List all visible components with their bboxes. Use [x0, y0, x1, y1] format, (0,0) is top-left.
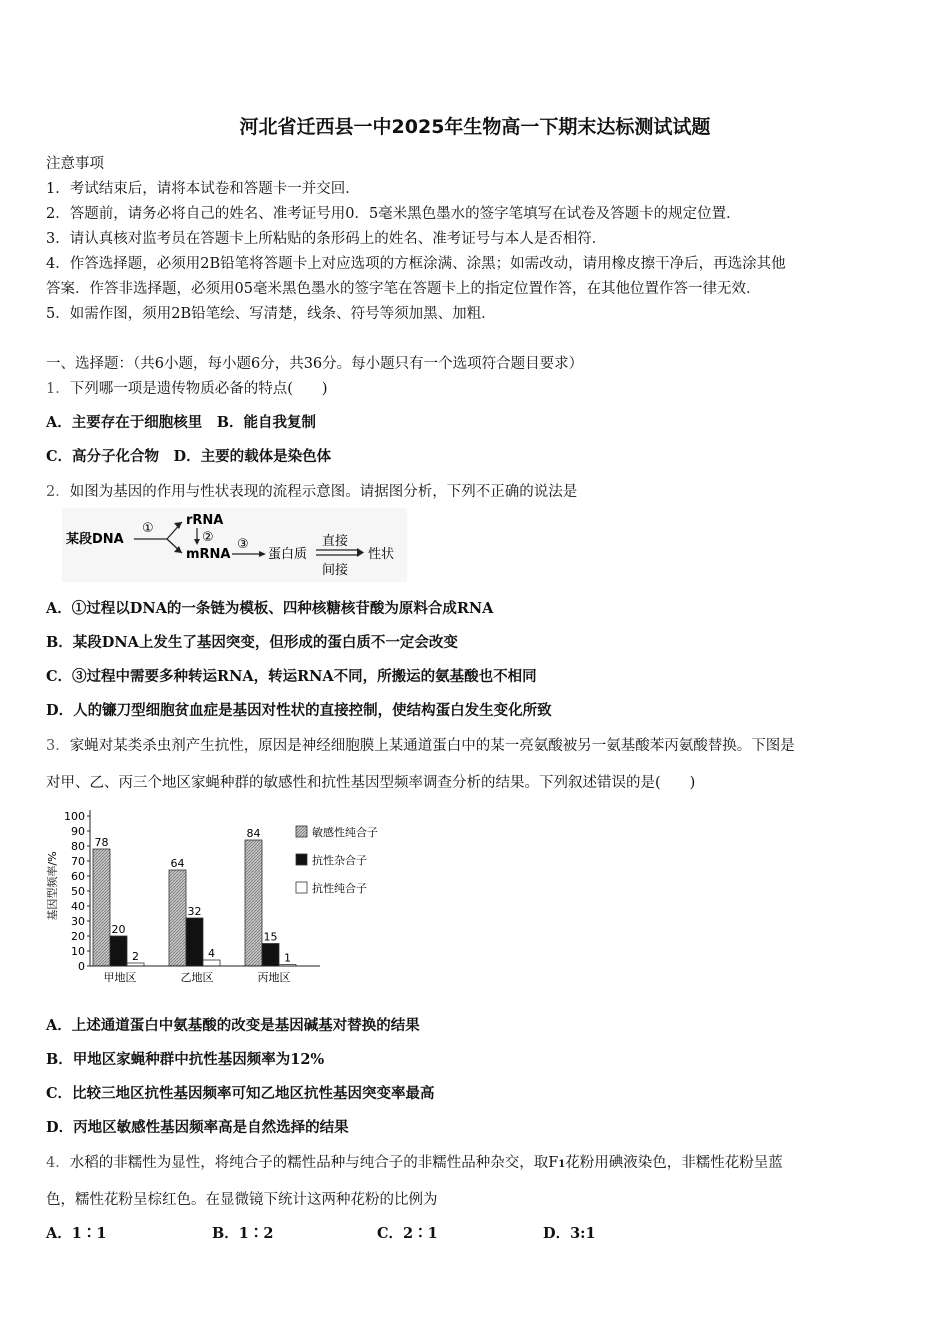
question-3 — [46, 734, 795, 755]
page-title: 河北省迁西县一中2025年生物高一下期末达标测试试题 — [239, 116, 711, 138]
q2-option-a: A．①过程以DNA的一条链为模板、四种核糖核苷酸为原料合成RNA — [46, 600, 494, 617]
question-2 — [46, 480, 577, 501]
q3-option-b: B．甲地区家蝇种群中抗性基因频率为12% — [46, 1051, 325, 1068]
bar-value-label: 64 — [170, 857, 185, 870]
mrna-label: mRNA — [186, 547, 231, 562]
process-1-label: ① — [142, 521, 154, 536]
legend-label: 抗性杂合子 — [312, 854, 367, 867]
section-heading: 一、选择题：（共6小题，每小题6分，共36分。每小题只有一个选项符合题目要求） — [46, 356, 584, 372]
bar-1-2 — [169, 870, 186, 966]
bar-value-label: 32 — [187, 905, 202, 918]
y-tick-label: 40 — [71, 900, 85, 913]
q2-option-b: B．某段DNA上发生了基因突变，但形成的蛋白质不一定会改变 — [46, 634, 458, 651]
q4-option-c: C．2∶1 — [377, 1225, 438, 1242]
bar-2-1 — [110, 936, 127, 966]
bar-2-2 — [186, 918, 203, 966]
legend-label: 敏感性纯合子 — [312, 826, 378, 839]
q2-option-c: C．③过程中需要多种转运RNA，转运RNA不同，所搬运的氨基酸也不相同 — [46, 668, 537, 685]
bar-1-1 — [93, 849, 110, 966]
y-tick-label: 50 — [71, 885, 85, 898]
q1-options-cd: C．高分子化合物 D．主要的载体是染色体 — [46, 448, 332, 465]
notice-item: 3．请认真核对监考员在答题卡上所粘贴的条形码上的姓名、准考证号与本人是否相符． — [46, 231, 607, 247]
q2-option-d: D．人的镰刀型细胞贫血症是基因对性状的直接控制，使结构蛋白发生变化所致 — [46, 702, 552, 719]
bar-3-2 — [203, 960, 220, 966]
bar-value-label: 1 — [284, 951, 291, 965]
y-tick-label: 70 — [71, 855, 85, 868]
notice-item: 1．考试结束后，请将本试卷和答题卡一并交回． — [46, 181, 360, 197]
q4-option-d: D．3:1 — [543, 1225, 596, 1242]
y-tick-label: 80 — [71, 840, 85, 853]
bar-2-3 — [262, 944, 279, 967]
indirect-label: 间接 — [322, 563, 349, 578]
q3-option-d: D．丙地区敏感性基因频率高是自然选择的结果 — [46, 1119, 349, 1136]
q4-option-a: A．1∶1 — [46, 1225, 107, 1242]
y-tick-label: 90 — [71, 825, 85, 838]
question-1 — [46, 377, 328, 398]
x-tick-label: 乙地区 — [180, 971, 214, 984]
question-text: 下列哪一项是遗传物质必备的特点( ) — [69, 381, 328, 397]
q4-option-b: B．1∶2 — [212, 1225, 274, 1242]
question-text: 如图为基因的作用与性状表现的流程示意图。请据图分析，下列不正确的说法是 — [69, 484, 578, 500]
x-tick-label: 丙地区 — [257, 971, 291, 984]
question-3-cont: 对甲、乙、丙三个地区家蝇种群的敏感性和抗性基因型频率调查分析的结果。下列叙述错误的是( ) — [46, 775, 696, 791]
question-number: 3． — [46, 738, 70, 754]
question-text: 花粉用碘液染色，非糯性花粉呈蓝 — [565, 1155, 783, 1171]
bar-value-label: 84 — [246, 827, 261, 840]
y-tick-label: 60 — [71, 870, 85, 883]
bar-value-label: 20 — [111, 923, 126, 936]
rrna-label: rRNA — [186, 513, 224, 528]
y-tick-label: 20 — [71, 930, 85, 943]
bar-value-label: 15 — [263, 930, 278, 944]
x-tick-label: 甲地区 — [103, 971, 137, 984]
legend-swatch — [296, 854, 307, 865]
question-number: 4． — [46, 1155, 70, 1171]
notice-item: 4．作答选择题，必须用2B铅笔将答题卡上对应选项的方框涂满、涂黑；如需改动，请用橡皮擦干净后，再选涂其他 — [46, 256, 786, 272]
protein-label: 蛋白质 — [268, 547, 308, 562]
trait-label: 性状 — [368, 547, 395, 562]
question-text: 水稻的非糯性为显性，将纯合子的糯性品种与纯合子的非糯性品种杂交，取F — [69, 1155, 559, 1171]
subscript: 1 — [558, 1159, 566, 1170]
y-axis-label: 基因型频率/% — [46, 851, 59, 921]
q1-options-ab: A．主要存在于细胞核里 B．能自我复制 — [46, 414, 317, 431]
q3-option-a: A．上述通道蛋白中氨基酸的改变是基因碱基对替换的结果 — [46, 1017, 420, 1034]
genotype-frequency-chart — [44, 804, 414, 990]
direct-label: 直接 — [322, 534, 349, 549]
gene-flow-diagram — [62, 508, 407, 582]
legend-swatch — [296, 826, 307, 837]
bar-1-3 — [245, 840, 262, 966]
question-number: 1． — [46, 381, 70, 397]
y-tick-label: 30 — [71, 915, 85, 928]
legend-swatch — [296, 882, 307, 893]
legend-label: 抗性纯合子 — [312, 882, 367, 895]
dna-label: 某段DNA — [66, 532, 124, 547]
y-tick-label: 0 — [78, 960, 85, 973]
question-text: 家蝇对某类杀虫剂产生抗性，原因是神经细胞膜上某通道蛋白中的某一亮氨酸被另一氨基酸苯丙氨酸替换。下图是 — [69, 738, 795, 754]
question-4-cont: 色，糯性花粉呈棕红色。在显微镜下统计这两种花粉的比例为 — [46, 1192, 438, 1208]
bar-value-label: 4 — [208, 947, 215, 960]
notice-item: 答案．作答非选择题，必须用05毫米黑色墨水的签字笔在答题卡上的指定位置作答，在其他位置作答一律无效． — [46, 281, 761, 297]
q3-option-c: C．比较三地区抗性基因频率可知乙地区抗性基因突变率最高 — [46, 1085, 435, 1102]
y-tick-label: 10 — [71, 945, 85, 958]
y-tick-label: 100 — [64, 810, 85, 823]
process-3-label: ③ — [237, 537, 249, 552]
bar-value-label: 78 — [94, 836, 109, 849]
question-number: 2． — [46, 484, 70, 500]
notice-item: 5．如需作图，须用2B铅笔绘、写清楚，线条、符号等须加黑、加粗． — [46, 306, 496, 322]
question-4 — [46, 1151, 783, 1172]
notice-heading: 注意事项 — [46, 156, 104, 172]
notice-item: 2．答题前，请务必将自己的姓名、准考证号用0．5毫米黑色墨水的签字笔填写在试卷及答题卡的规定位置． — [46, 206, 741, 222]
process-2-label: ② — [202, 530, 214, 545]
bar-value-label: 2 — [132, 950, 139, 963]
